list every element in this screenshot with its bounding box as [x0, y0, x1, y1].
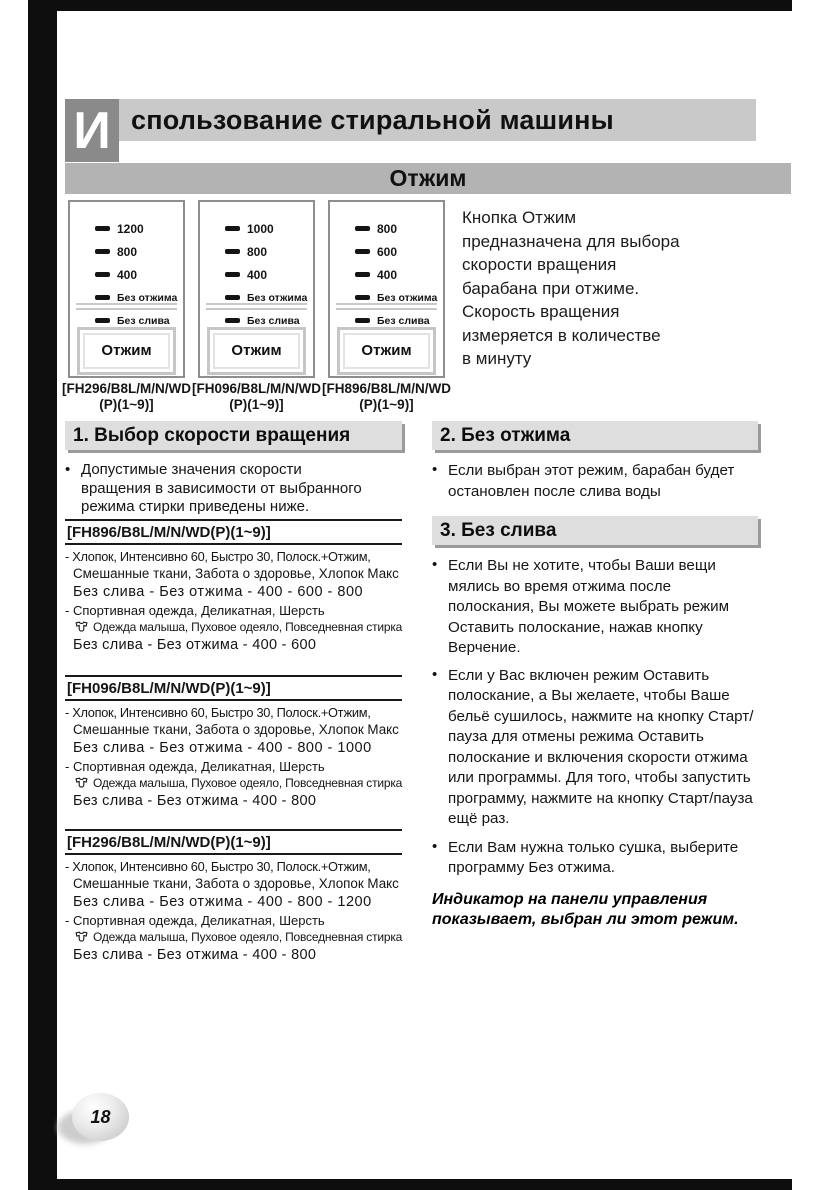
model-block-fh096: [FH096/B8L/M/N/WD(P)(1~9)] - Хлопок, Интенсивно 60, Быстро 30, Полоск.+Отжим, Смешанные ткани, Забота о здоровье, Хлопок Макс Без слива - Без отжима - 400 - 800 - 1000 - Спортивная одежда, Деликатная, Шерсть Одежда малыша, Пуховое одеяло, Повседневная стирка Без слива - Без отжима - 400 - 800	[65, 675, 402, 811]
spin-option: 800	[225, 240, 313, 263]
spin-option: Без слива	[225, 309, 313, 332]
spin-option-list	[70, 202, 183, 332]
spin-option: Без отжима	[95, 286, 183, 309]
bullet-dot-icon	[65, 461, 81, 517]
dash-mark-icon	[355, 295, 370, 300]
section-3-header: 3. Без слива	[432, 516, 758, 545]
baby-clothes-icon	[73, 621, 90, 634]
section-3-bullet: • Если Вы не хотите, чтобы Ваши вещи мялись во время отжима после полоскания, Вы можете выбрать режим Оставить полоскание, нажав кнопку Верчение.	[432, 556, 758, 659]
section-1-bullet: • Допустимые значения скорости вращения в зависимости от выбранного режима стирки приведены ниже.	[65, 461, 402, 517]
dash-mark-icon	[355, 226, 370, 231]
section-3-bullet: • Если Вам нужна только сушка, выберите программу Без отжима.	[432, 838, 758, 879]
page-frame-top	[28, 0, 792, 11]
dash-mark-icon	[355, 249, 370, 254]
dash-mark-icon	[355, 318, 370, 323]
spin-option: 400	[95, 263, 183, 286]
section-3-bullet: • Если у Вас включен режим Оставить полоскание, а Вы желаете, чтобы Ваше бельё сушилось, нажмите на кнопку Старт/пауза для отмены режима Оставить полоскание и включения скорости отжима или программы. Для того, чтобы запустить программу, нажмите на кнопку Старт/пауза ещё раз.	[432, 666, 758, 830]
baby-clothes-icon	[73, 777, 90, 790]
spin-button: Отжим	[83, 333, 170, 369]
model-block-header: [FH896/B8L/M/N/WD(P)(1~9)]	[65, 519, 402, 545]
dash-mark-icon	[95, 249, 110, 254]
page-number-badge	[72, 1093, 129, 1141]
panel-model-label: [FH896/B8L/M/N/WD (P)(1~9)]	[321, 381, 451, 412]
dash-mark-icon	[355, 272, 370, 277]
spin-panel-fh296	[68, 200, 185, 378]
page-number: 18	[90, 1106, 111, 1127]
spin-option: Без отжима	[355, 286, 443, 309]
spin-option: 600	[355, 240, 443, 263]
dash-mark-icon	[95, 272, 110, 277]
dash-mark-icon	[225, 295, 240, 300]
spin-button: Отжим	[343, 333, 430, 369]
bullet-dot-icon	[432, 666, 448, 830]
spin-option: Без слива	[355, 309, 443, 332]
panel-model-label: [FH296/B8L/M/N/WD (P)(1~9)]	[61, 381, 191, 412]
spin-panel-fh096	[198, 200, 315, 378]
section-1-header: 1. Выбор скорости вращения	[65, 421, 402, 450]
right-column	[432, 421, 758, 931]
section-2-header: 2. Без отжима	[432, 421, 758, 450]
dash-mark-icon	[225, 226, 240, 231]
panel-separator	[206, 303, 307, 310]
left-column	[65, 421, 402, 965]
spin-button-description: Кнопка Отжим предназначена для выбора скорости вращения барабана при отжиме. Скорость вращения измеряется в количестве в минуту	[462, 208, 680, 368]
model-block-header: [FH096/B8L/M/N/WD(P)(1~9)]	[65, 675, 402, 701]
spin-option: Без отжима	[225, 286, 313, 309]
dash-mark-icon	[225, 249, 240, 254]
spin-button: Отжим	[213, 333, 300, 369]
spin-option-list	[200, 202, 313, 332]
dash-mark-icon	[225, 318, 240, 323]
bullet-dot-icon	[432, 838, 448, 879]
page-section-title: Отжим	[389, 165, 467, 191]
page-frame-bottom	[28, 1179, 792, 1190]
page-frame-left	[28, 0, 57, 1190]
spin-panel-fh896	[328, 200, 445, 378]
dash-mark-icon	[95, 226, 110, 231]
dash-mark-icon	[95, 318, 110, 323]
spin-button-frame	[77, 327, 176, 375]
spin-option: 400	[355, 263, 443, 286]
model-block-fh896: [FH896/B8L/M/N/WD(P)(1~9)] - Хлопок, Интенсивно 60, Быстро 30, Полоск.+Отжим, Смешанные ткани, Забота о здоровье, Хлопок Макс Без слива - Без отжима - 400 - 600 - 800 - Спортивная одежда, Деликатная, Шерсть Одежда малыша, Пуховое одеяло, Повседневная стирка Без слива - Без отжима - 400 - 600	[65, 519, 402, 655]
section-2-bullet: • Если выбран этот режим, барабан будет остановлен после слива воды	[432, 461, 758, 502]
panel-separator	[76, 303, 177, 310]
spin-button-frame	[207, 327, 306, 375]
bullet-dot-icon	[432, 556, 448, 659]
model-block-fh296: [FH296/B8L/M/N/WD(P)(1~9)] - Хлопок, Интенсивно 60, Быстро 30, Полоск.+Отжим, Смешанные ткани, Забота о здоровье, Хлопок Макс Без слива - Без отжима - 400 - 800 - 1200 - Спортивная одежда, Деликатная, Шерсть Одежда малыша, Пуховое одеяло, Повседневная стирка Без слива - Без отжима - 400 - 800	[65, 829, 402, 965]
chapter-title: спользование стиральной машины	[131, 105, 614, 135]
spin-option-list	[330, 202, 443, 332]
panel-model-label: [FH096/B8L/M/N/WD (P)(1~9)]	[191, 381, 321, 412]
dash-mark-icon	[225, 272, 240, 277]
spin-option: 800	[355, 217, 443, 240]
spin-option: 1000	[225, 217, 313, 240]
indicator-note: Индикатор на панели управления показывает, выбран ли этот режим.	[432, 890, 739, 928]
chapter-header-bar	[65, 99, 756, 141]
spin-button-frame	[337, 327, 436, 375]
bullet-dot-icon	[432, 461, 448, 502]
model-block-header: [FH296/B8L/M/N/WD(P)(1~9)]	[65, 829, 402, 855]
chapter-initial: И	[73, 101, 111, 160]
spin-option: Без слива	[95, 309, 183, 332]
spin-option: 800	[95, 240, 183, 263]
baby-clothes-icon	[73, 931, 90, 944]
spin-option: 400	[225, 263, 313, 286]
chapter-drop-cap	[65, 99, 119, 162]
dash-mark-icon	[95, 295, 110, 300]
spin-option: 1200	[95, 217, 183, 240]
page-section-band	[65, 163, 791, 194]
panel-separator	[336, 303, 437, 310]
